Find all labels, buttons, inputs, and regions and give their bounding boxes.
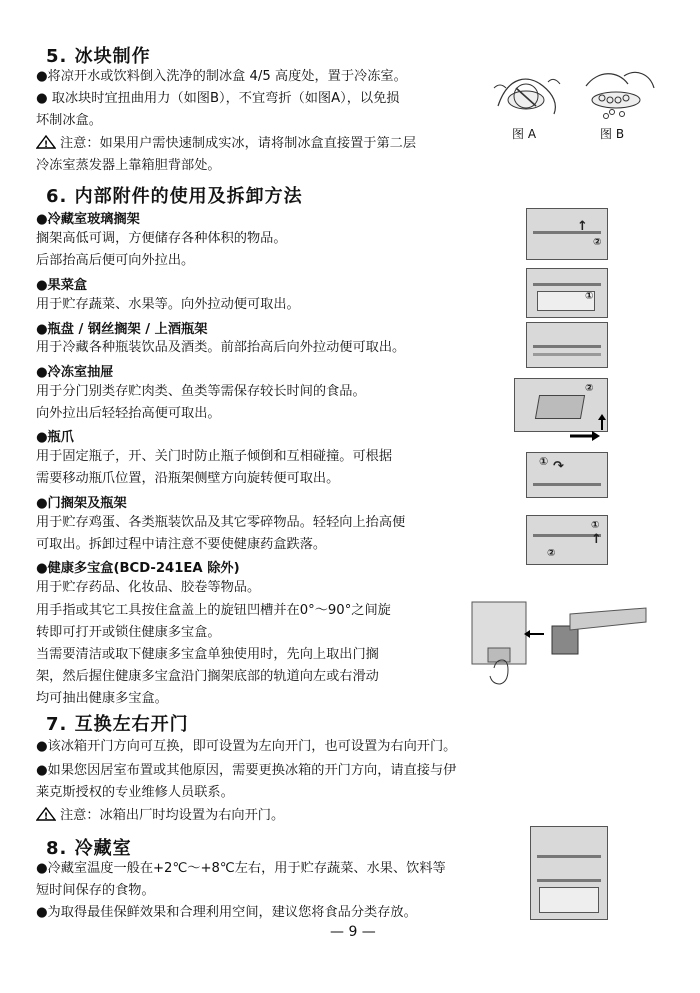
sec5-line-3: 坏制冰盒。 (36, 113, 102, 128)
crisper-heading: ●果菜盒 (36, 278, 88, 293)
bottle-claw-line-2: 需要移动瓶爪位置，沿瓶架侧壁方向旋转便可取出。 (36, 471, 340, 486)
figure-b-caption: 图 B (600, 127, 625, 141)
ice-tray-figure-a (488, 66, 570, 124)
door-shelf-illustration: ① ↑ ② (526, 515, 608, 565)
freezer-drawer-line-2: 向外拉出后轻轻抬高便可取出。 (36, 406, 221, 421)
sec5-note-1 (36, 133, 416, 155)
section-5-title: 5. 冰块制作 (46, 46, 151, 67)
sec5-line-1: ●将凉开水或饮料倒入洗净的制冰盒 4/5 高度处，置于冷冻室。 (36, 69, 407, 84)
warning-icon (36, 135, 56, 149)
sec7-note (36, 805, 284, 827)
freezer-drawer-line-1: 用于分门别类存贮肉类、鱼类等需保存较长时间的食品。 (36, 384, 366, 399)
door-shelf-heading: ●门搁架及瓶架 (36, 496, 127, 511)
health-box-illustration (470, 600, 650, 690)
sec8-line-3: ●为取得最佳保鲜效果和合理利用空间，建议您将食品分类存放。 (36, 905, 417, 920)
sec5-note-2: 冷冻室蒸发器上靠箱胆背部处。 (36, 158, 221, 173)
crisper-illustration: ① (526, 268, 608, 318)
svg-text:!: ! (43, 140, 49, 149)
pull-arrow-icon (566, 414, 612, 442)
glass-shelf-line-1: 搁架高低可调，方便储存各种体积的物品。 (36, 231, 287, 246)
figure-a-caption: 图 A (512, 127, 537, 141)
sec5-line-2: ● 取冰块时宜扭曲用力（如图B），不宜弯折（如图A），以免损 (36, 91, 400, 106)
door-shelf-line-1: 用于贮存鸡蛋、各类瓶装饮品及其它零碎物品。轻轻向上抬高便 (36, 515, 406, 530)
sec8-line-2: 短时间保存的食物。 (36, 883, 155, 898)
bottle-tray-line-1: 用于冷藏各种瓶装饮品及酒类。前部抬高后向外拉动便可取出。 (36, 340, 406, 355)
sec7-line-3: 莱克斯授权的专业维修人员联系。 (36, 785, 234, 800)
health-box-line-2: 用手指或其它工具按住盒盖上的旋钮凹槽并在0°～90°之间旋 (36, 603, 391, 618)
sec8-line-1: ●冷藏室温度一般在+2℃～+8℃左右，用于贮存蔬菜、水果、饮料等 (36, 861, 446, 876)
bottle-claw-illustration: ① ↷ (526, 452, 608, 498)
health-box-line-1: 用于贮存药品、化妆品、胶卷等物品。 (36, 580, 261, 595)
fridge-compartment-illustration (530, 826, 608, 920)
sec5-note-text: 注意：如果用户需快速制成实冰，请将制冰盒直接置于第二层 (60, 136, 417, 151)
bottle-claw-heading: ●瓶爪 (36, 430, 74, 445)
sec7-line-1: ●该冰箱开门方向可互换，即可设置为左向开门，也可设置为右向开门。 (36, 739, 457, 754)
section-8-title: 8. 冷藏室 (46, 838, 132, 859)
ice-tray-figure-b (578, 66, 658, 124)
health-box-line-5: 架，然后握住健康多宝盒沿门搁架底部的轨道向左或右滑动 (36, 669, 379, 684)
glass-shelf-heading: ●冷藏室玻璃搁架 (36, 212, 140, 227)
svg-text:!: ! (43, 812, 49, 821)
health-box-heading: ●健康多宝盒(BCD-241EA 除外) (36, 561, 240, 576)
page-number: — 9 — (330, 924, 376, 940)
bottle-tray-illustration (526, 322, 608, 368)
health-box-line-3: 转即可打开或锁住健康多宝盒。 (36, 625, 221, 640)
sec7-line-2: ●如果您因居室布置或其他原因，需要更换冰箱的开门方向，请直接与伊 (36, 763, 457, 778)
section-7-title: 7. 互换左右开门 (46, 714, 189, 735)
crisper-line-1: 用于贮存蔬菜、水果等。向外拉动便可取出。 (36, 297, 300, 312)
health-box-line-6: 均可抽出健康多宝盒。 (36, 691, 168, 706)
glass-shelf-line-2: 后部抬高后便可向外拉出。 (36, 253, 195, 268)
bottle-tray-heading: ●瓶盘 / 钢丝搁架 / 上酒瓶架 (36, 322, 208, 337)
sec7-note-text: 注意：冰箱出厂时均设置为右向开门。 (60, 808, 285, 823)
freezer-drawer-illustration: ② (514, 378, 608, 432)
warning-icon (36, 807, 56, 821)
bottle-claw-line-1: 用于固定瓶子，开、关门时防止瓶子倾倒和互相碰撞。可根据 (36, 449, 393, 464)
glass-shelf-illustration: ↑ ② (526, 208, 608, 260)
freezer-drawer-heading: ●冷冻室抽屉 (36, 365, 114, 380)
section-6-title: 6. 内部附件的使用及拆卸方法 (46, 186, 303, 207)
door-shelf-line-2: 可取出。拆卸过程中请注意不要使健康药盒跌落。 (36, 537, 327, 552)
health-box-line-4: 当需要清洁或取下健康多宝盒单独使用时，先向上取出门搁 (36, 647, 379, 662)
